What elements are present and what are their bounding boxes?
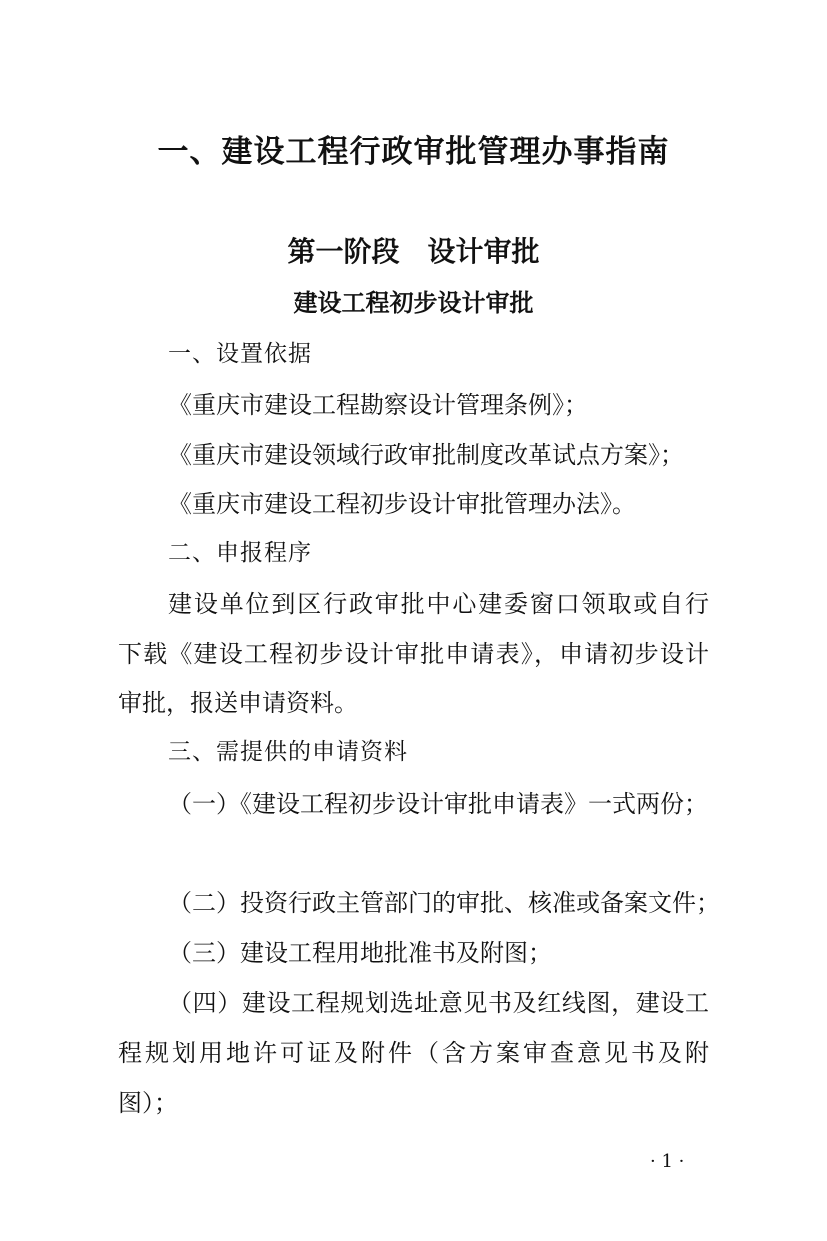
section-heading-basis: 一、设置依据 <box>168 341 312 367</box>
materials-item-3: （三）建设工程用地批准书及附图； <box>168 939 552 967</box>
section-heading-materials: 三、需提供的申请资料 <box>168 739 408 765</box>
materials-item-1: （一）《建设工程初步设计审批申请表》一式两份； <box>168 790 708 818</box>
stage-title: 第一阶段 设计审批 <box>287 235 540 268</box>
basis-line-3: 《重庆市建设工程初步设计审批管理办法》。 <box>168 490 636 518</box>
materials-item-4-line-2: 程规划用地许可证及附件（含方案审查意见书及附 <box>118 1039 709 1067</box>
main-title: 一、建设工程行政审批管理办事指南 <box>157 134 670 170</box>
procedure-line-1: 建设单位到区行政审批中心建委窗口领取或自行 <box>168 590 709 618</box>
basis-line-1: 《重庆市建设工程勘察设计管理条例》； <box>168 391 588 419</box>
materials-item-4-line-3: 图）； <box>118 1089 178 1117</box>
procedure-line-3: 审批，报送申请资料。 <box>118 689 358 717</box>
section-heading-procedure: 二、申报程序 <box>168 540 312 566</box>
materials-item-4-line-1: （四）建设工程规划选址意见书及红线图，建设工 <box>168 989 709 1017</box>
sub-title: 建设工程初步设计审批 <box>293 288 534 317</box>
basis-line-2: 《重庆市建设领域行政审批制度改革试点方案》； <box>168 441 684 469</box>
page-number: · 1 · <box>650 1151 685 1172</box>
procedure-line-2: 下载《建设工程初步设计审批申请表》，申请初步设计 <box>118 640 709 668</box>
materials-item-2: （二）投资行政主管部门的审批、核准或备案文件； <box>168 889 720 917</box>
